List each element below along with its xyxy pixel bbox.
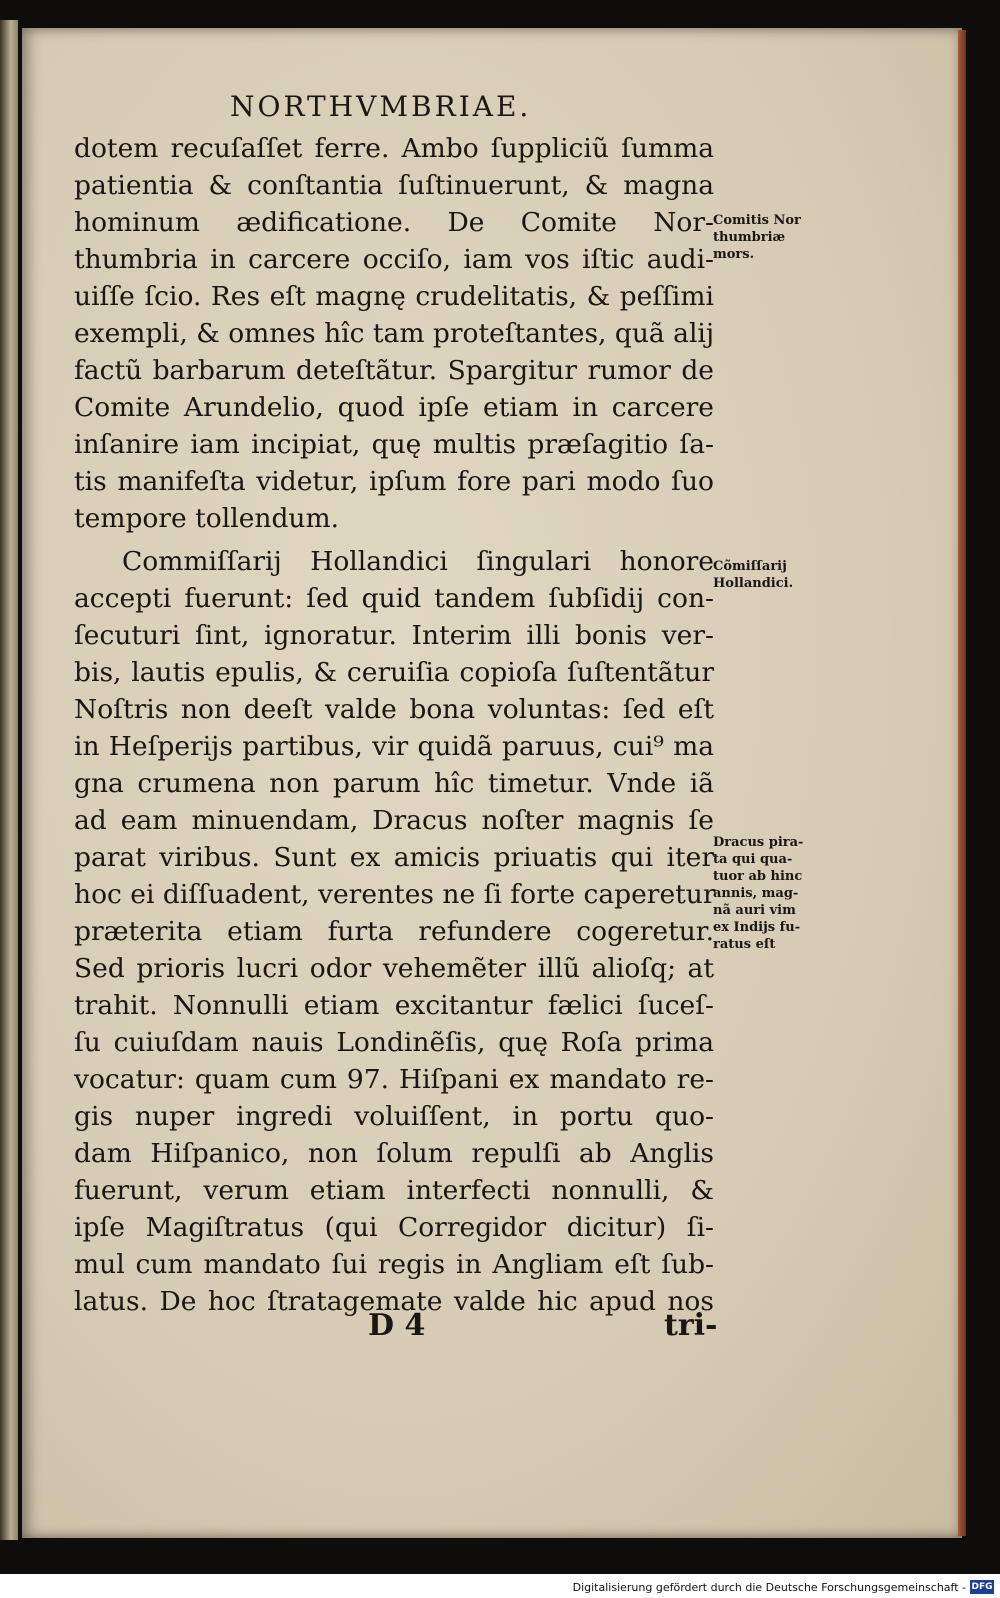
- page-fore-edge: [958, 30, 966, 1536]
- text-line: parat viribus. Sunt ex amicis priuatis qui iter: [74, 842, 714, 873]
- text-line: tis manifeſta videtur, ipſum fore pari modo ſuo: [74, 466, 714, 497]
- marginal-line: mors.: [713, 247, 755, 262]
- text-line: uiſſe ſcio. Res eſt magnę crudelitatis, & peſſimi: [74, 281, 714, 312]
- signature-mark: D 4: [368, 1308, 426, 1343]
- text-line: accepti fuerunt: ſed quid tandem ſubſidij con-: [74, 583, 714, 614]
- text-line: Noſtris non deeſt valde bona voluntas: ſed eſt: [74, 694, 714, 725]
- previous-page-edge: [0, 20, 18, 1540]
- text-line: inſanire iam incipiat, quę multis præſagitio ſa-: [74, 429, 714, 460]
- text-line: dotem recuſaſſet ferre. Ambo ſuppliciũ ſumma: [74, 133, 714, 164]
- marginal-line: annis, mag-: [713, 886, 799, 901]
- marginal-line: Cõmiſſarij: [713, 559, 787, 574]
- paragraph-2: [74, 543, 714, 1320]
- marginal-line: Dracus pira-: [713, 835, 804, 850]
- text-line: gis nuper ingredi voluiſſent, in portu quo-: [74, 1101, 714, 1132]
- digitization-footer: [0, 1574, 1000, 1598]
- main-text: [74, 130, 714, 1320]
- text-line: dam Hiſpanico, non ſolum repulſi ab Anglis: [74, 1138, 714, 1169]
- text-line: hominum ædificatione. De Comite Nor-: [74, 207, 714, 238]
- text-line: ſecuturi ſint, ignoratur. Interim illi bonis ver-: [74, 620, 714, 651]
- text-line: vocatur: quam cum 97. Hiſpani ex mandato re-: [74, 1064, 714, 1095]
- marginal-line: nã auri vim: [713, 903, 796, 918]
- funding-credit: Digitalisierung gefördert durch die Deutsche Forschungsgemeinschaft -: [572, 1581, 966, 1594]
- text-line: factũ barbarum deteſtãtur. Spargitur rumor de: [74, 355, 714, 386]
- dfg-logo-icon: DFG: [971, 1582, 993, 1592]
- catchword: tri-: [664, 1308, 718, 1343]
- text-line: Sed prioris lucri odor vehemẽter illũ alioſq; at: [74, 953, 714, 984]
- text-line: ad eam minuendam, Dracus noſter magnis ſe: [74, 805, 714, 836]
- text-line: patientia & conſtantia ſuſtinuerunt, & magna: [74, 170, 714, 201]
- text-line: mul cum mandato ſui regis in Angliam eſt ſub-: [74, 1249, 714, 1280]
- marginal-line: ta qui qua-: [713, 852, 793, 867]
- text-line: gna crumena non parum hîc timetur. Vnde iã: [74, 768, 714, 799]
- marginal-line: ratus eſt: [713, 937, 776, 952]
- marginal-line: ex Indijs fu-: [713, 920, 801, 935]
- marginal-line: thumbriæ: [713, 230, 786, 245]
- marginal-line: Comitis Nor: [713, 213, 801, 228]
- text-line: præterita etiam furta refundere cogeretur.: [74, 916, 714, 947]
- text-line: Comite Arundelio, quod ipſe etiam in carcere: [74, 392, 714, 423]
- marginal-note-commissarii: [713, 558, 825, 592]
- text-line: latus. De hoc ſtratagemate valde hic apud nos: [74, 1286, 714, 1317]
- marginal-note-dracus: [713, 834, 825, 953]
- text-line: bis, lautis epulis, & ceruiſia copioſa ſuſtentãtur: [74, 657, 714, 688]
- text-line: Commiſſarij Hollandici ſingulari honore: [122, 546, 714, 577]
- text-line: ipſe Magiſtratus (qui Corregidor dicitur) ſi-: [74, 1212, 714, 1243]
- marginal-line: Hollandici.: [713, 576, 794, 591]
- paragraph-1: [74, 130, 714, 537]
- text-line: thumbria in carcere occiſo, iam vos iſtic audi-: [74, 244, 714, 275]
- text-line: ſu cuiuſdam nauis Londinẽſis, quę Roſa prima: [74, 1027, 714, 1058]
- text-line: exempli, & omnes hîc tam proteſtantes, quã alij: [74, 318, 715, 349]
- text-line: hoc ei diſſuadent, verentes ne ſi forte caperetur: [74, 879, 716, 910]
- marginal-note-northumbria: [713, 212, 825, 263]
- marginal-line: tuor ab hinc: [713, 869, 803, 884]
- text-line: in Heſperijs partibus, vir quidã paruus, cui⁹ ma: [74, 731, 714, 762]
- text-line: trahit. Nonnulli etiam excitantur fælici ſuceſ-: [74, 990, 714, 1021]
- running-head: NORTHVMBRIAE.: [230, 90, 532, 123]
- text-line: tempore tollendum.: [74, 503, 340, 534]
- text-line: fuerunt, verum etiam interfecti nonnulli, &: [74, 1175, 714, 1206]
